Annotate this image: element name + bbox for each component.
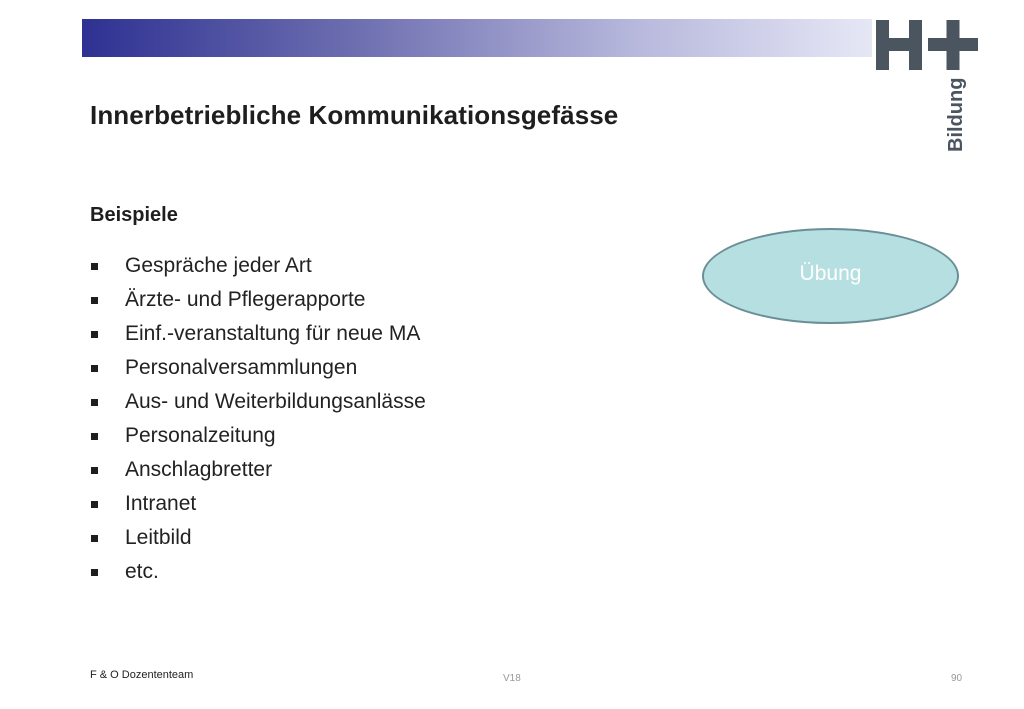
header-gradient-bar [82,19,872,57]
list-item-text: Einf.-veranstaltung für neue MA [125,322,421,345]
list-item [90,317,426,351]
exercise-button[interactable] [702,228,959,324]
list-item [90,453,426,487]
page-title: Innerbetriebliche Kommunikationsgefässe [90,100,619,130]
list-item [90,487,426,521]
square-bullet-icon [91,535,98,542]
list-item-text: Intranet [125,492,197,515]
exercise-label: Übung [799,262,862,285]
list-item-text: Personalzeitung [125,424,276,447]
section-heading: Beispiele [90,204,178,226]
examples-list [90,249,426,589]
square-bullet-icon [91,569,98,576]
square-bullet-icon [91,467,98,474]
list-item-text: etc. [125,560,159,583]
list-item-text: Gespräche jeder Art [125,254,312,277]
list-item-text: Leitbild [125,526,192,549]
square-bullet-icon [91,399,98,406]
footer-version: V18 [503,673,521,684]
list-item [90,419,426,453]
list-item [90,351,426,385]
list-item-text: Personalversammlungen [125,356,358,379]
h-plus-mark [876,20,978,70]
square-bullet-icon [91,331,98,338]
list-item [90,249,426,283]
footer-team: F & O Dozententeam [90,669,194,681]
square-bullet-icon [91,263,98,270]
list-item [90,521,426,555]
square-bullet-icon [91,501,98,508]
h-plus-bildung-logo [874,18,984,158]
list-item [90,283,426,317]
footer-page-number: 90 [951,673,963,684]
list-item [90,385,426,419]
list-item-text: Anschlagbretter [125,458,273,481]
list-item-text: Aus- und Weiterbildungsanlässe [125,390,426,413]
square-bullet-icon [91,297,98,304]
list-item [90,555,426,589]
list-item-text: Ärzte- und Pflegerapporte [125,288,366,311]
square-bullet-icon [91,433,98,440]
square-bullet-icon [91,365,98,372]
logo-subtitle: Bildung [945,77,967,152]
